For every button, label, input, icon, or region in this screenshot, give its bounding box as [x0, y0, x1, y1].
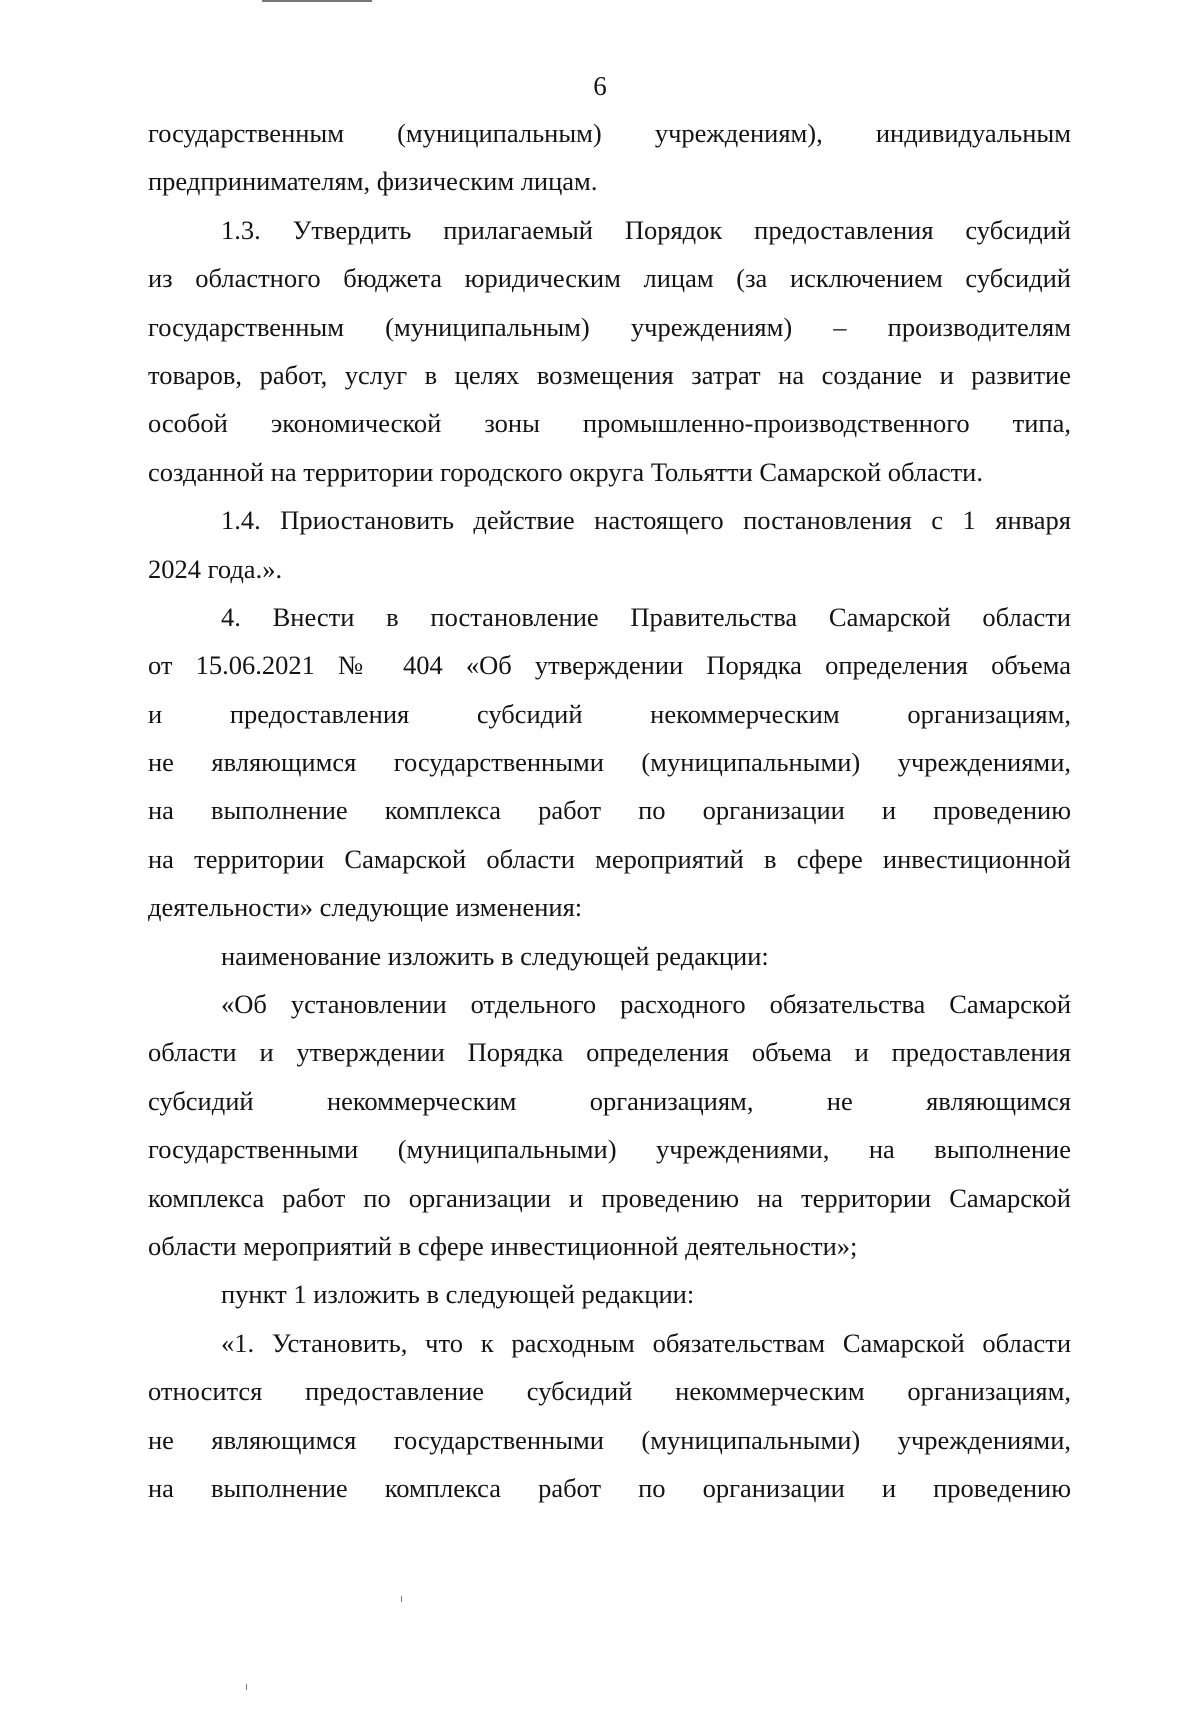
text-line: 2024 года.». [148, 553, 283, 584]
document-body [148, 109, 1071, 1512]
text-line: и предоставления субсидий некоммерческим организациям, [148, 698, 1071, 729]
text-line: на территории Самарской области мероприятий в сфере инвестиционной [148, 843, 1071, 874]
text-line: 4. Внести в постановление Правительства Самарской области [221, 601, 1071, 632]
text-line: «1. Установить, что к расходным обязательствам Самарской области [221, 1327, 1071, 1358]
text-line: области и утверждении Порядка определения объема и предоставления [148, 1037, 1071, 1068]
text-line: наименование изложить в следующей редакции: [221, 940, 769, 971]
paragraph-1-3 [148, 206, 1071, 496]
paragraph-new-title [148, 980, 1071, 1270]
text-line: государственными (муниципальными) учреждениями, на выполнение [148, 1134, 1071, 1165]
paragraph-1-4 [148, 496, 1071, 593]
text-line: товаров, работ, услуг в целях возмещения затрат на создание и развитие [148, 359, 1071, 390]
text-line: деятельности» следующие изменения: [148, 892, 583, 923]
text-line: 1.4. Приостановить действие настоящего постановления с 1 января [221, 505, 1071, 536]
text-line: на выполнение комплекса работ по организации и проведению [148, 795, 1071, 826]
text-line: 1.3. Утвердить прилагаемый Порядок предоставления субсидий [221, 214, 1071, 245]
text-line: комплекса работ по организации и проведению на территории Самарской [148, 1182, 1071, 1213]
text-line: особой экономической зоны промышленно-производственного типа, [148, 408, 1071, 439]
text-line: созданной на территории городского округа Тольятти Самарской области. [148, 456, 983, 487]
text-line: области мероприятий в сфере инвестиционной деятельности»; [148, 1230, 858, 1261]
text-line: государственным (муниципальным) учреждениям), индивидуальным [148, 118, 1071, 148]
paragraph-continuation [148, 109, 1071, 206]
text-line: не являющимся государственными (муниципальными) учреждениями, [148, 1424, 1071, 1455]
text-line: государственным (муниципальным) учреждениям) – производителям [148, 311, 1071, 342]
paragraph-4 [148, 593, 1071, 932]
scan-artifact-dot [246, 1684, 247, 1690]
text-line: относится предоставление субсидий некоммерческим организациям, [148, 1376, 1071, 1407]
scan-artifact-dot [401, 1596, 402, 1602]
text-line: предпринимателям, физическим лицам. [148, 166, 598, 197]
text-line: из областного бюджета юридическим лицам (за исключением субсидий [148, 263, 1071, 294]
text-line: «Об установлении отдельного расходного обязательства Самарской [221, 989, 1071, 1020]
text-line: на выполнение комплекса работ по организации и проведению [148, 1472, 1071, 1503]
text-line: от 15.06.2021 № 404 «Об утверждении Порядка определения объема [148, 650, 1071, 681]
paragraph-name-change [148, 932, 1071, 980]
page-number: 6 [593, 71, 607, 101]
text-line: субсидий некоммерческим организациям, не являющимся [148, 1085, 1071, 1116]
scan-artifact-top [262, 0, 372, 2]
text-line: не являющимся государственными (муниципальными) учреждениями, [148, 747, 1071, 778]
text-line: пункт 1 изложить в следующей редакции: [221, 1279, 695, 1310]
paragraph-new-point-1 [148, 1319, 1071, 1513]
paragraph-point-1-change [148, 1270, 1071, 1318]
